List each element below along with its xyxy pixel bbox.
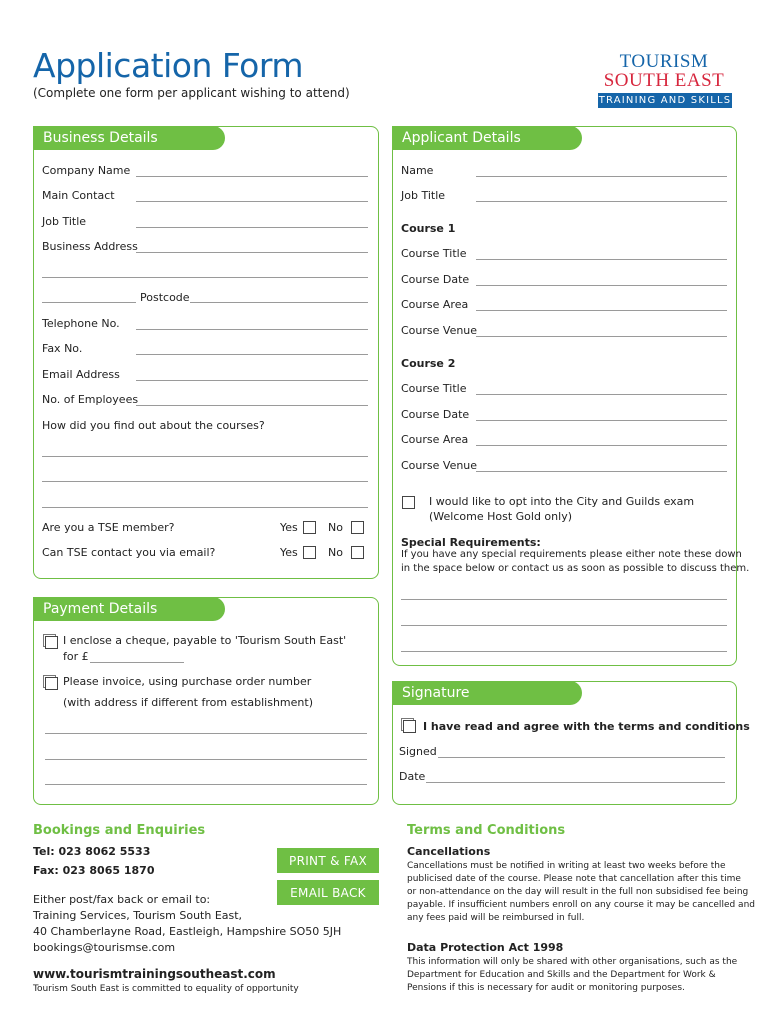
course-1-venue-label: Course Venue: [401, 324, 478, 337]
course-1-area-field[interactable]: [476, 310, 727, 311]
signed-label: Signed: [399, 745, 437, 758]
course-2-heading: Course 2: [401, 357, 456, 370]
telephone-field[interactable]: [136, 329, 368, 330]
company-name-field[interactable]: [136, 176, 368, 177]
course-1-title-field[interactable]: [476, 259, 727, 260]
special-requirements-field-1[interactable]: [401, 599, 727, 600]
applicant-job-title-field[interactable]: [476, 201, 727, 202]
email-back-button[interactable]: EMAIL BACK: [277, 880, 379, 905]
city-guilds-opt-in-line-2: (Welcome Host Gold only): [429, 510, 572, 523]
cancellations-line-2: publicised date of the course. Please note that cancellation after this time: [407, 874, 741, 884]
main-contact-field[interactable]: [136, 201, 368, 202]
tse-contact-yes-label: Yes: [280, 546, 298, 559]
dpa-line-1: This information will only be shared with other organisations, such as the: [407, 957, 738, 967]
tse-contact-no-label: No: [328, 546, 343, 559]
applicant-details-heading: Applicant Details: [392, 126, 582, 150]
terms-heading: Terms and Conditions: [407, 823, 566, 838]
invoice-field-1[interactable]: [45, 733, 367, 734]
business-address-field-2[interactable]: [42, 277, 368, 278]
bookings-post-line-1: Either post/fax back or email to:: [33, 893, 211, 906]
special-requirements-heading: Special Requirements:: [401, 536, 541, 549]
dpa-line-3: Pensions if this is necessary for audit or monitoring purposes.: [407, 983, 685, 993]
tse-member-no-checkbox[interactable]: [351, 521, 364, 534]
cheque-line-2: for £: [63, 650, 89, 663]
applicant-details-panel: [392, 126, 737, 666]
city-guilds-opt-in-checkbox[interactable]: [402, 496, 415, 509]
applicant-name-field[interactable]: [476, 176, 727, 177]
course-1-date-label: Course Date: [401, 273, 470, 286]
how-find-field-3[interactable]: [42, 507, 368, 508]
invoice-line-1: Please invoice, using purchase order number: [63, 675, 312, 688]
job-title-label: Job Title: [42, 215, 87, 228]
applicant-job-title-label: Job Title: [401, 189, 446, 202]
job-title-field[interactable]: [136, 227, 368, 228]
postcode-label: Postcode: [140, 291, 190, 304]
logo-line-1: TOURISM: [619, 51, 709, 72]
course-2-venue-label: Course Venue: [401, 459, 478, 472]
applicant-name-label: Name: [401, 164, 434, 177]
course-2-date-label: Course Date: [401, 408, 470, 421]
email-label: Email Address: [42, 368, 120, 381]
logo-line-2: SOUTH EAST: [603, 70, 725, 91]
business-address-field-1[interactable]: [136, 252, 368, 253]
cancellations-heading: Cancellations: [407, 845, 491, 858]
cancellations-line-5: any fees paid will be reimbursed in full.: [407, 913, 585, 923]
dpa-heading: Data Protection Act 1998: [407, 941, 564, 954]
business-address-label: Business Address: [42, 240, 138, 253]
bookings-heading: Bookings and Enquiries: [33, 823, 206, 838]
bookings-post-line-3: 40 Chamberlayne Road, Eastleigh, Hampshire SO50 5JH: [33, 925, 342, 938]
tourism-south-east-logo: [592, 52, 736, 104]
main-contact-label: Main Contact: [42, 189, 115, 202]
company-name-label: Company Name: [42, 164, 131, 177]
special-requirements-field-3[interactable]: [401, 651, 727, 652]
cheque-checkbox[interactable]: [45, 636, 58, 649]
cheque-line-1: I enclose a cheque, payable to 'Tourism South East': [63, 634, 347, 647]
course-1-title-label: Course Title: [401, 247, 467, 260]
cancellations-line-1: Cancellations must be notified in writing at least two weeks before the: [407, 861, 726, 871]
page-title: Application Form: [33, 46, 304, 85]
tse-contact-no-checkbox[interactable]: [351, 546, 364, 559]
print-fax-button[interactable]: PRINT & FAX: [277, 848, 379, 873]
course-1-date-field[interactable]: [476, 285, 727, 286]
bookings-fax: Fax: 023 8065 1870: [33, 864, 155, 877]
how-find-field-1[interactable]: [42, 456, 368, 457]
signature-heading: Signature: [392, 681, 582, 705]
date-field[interactable]: [426, 782, 725, 783]
date-label: Date: [399, 770, 426, 783]
course-1-heading: Course 1: [401, 222, 456, 235]
telephone-label: Telephone No.: [42, 317, 120, 330]
course-2-date-field[interactable]: [476, 420, 727, 421]
course-2-venue-field[interactable]: [476, 471, 727, 472]
course-2-title-label: Course Title: [401, 382, 467, 395]
special-requirements-field-2[interactable]: [401, 625, 727, 626]
course-1-venue-field[interactable]: [476, 336, 727, 337]
city-guilds-opt-in-line-1: I would like to opt into the City and Guilds exam: [429, 495, 695, 508]
tse-member-yes-label: Yes: [280, 521, 298, 534]
email-field[interactable]: [136, 380, 368, 381]
dpa-line-2: Department for Education and Skills and the Department for Work &: [407, 970, 716, 980]
bookings-post-line-2: Training Services, Tourism South East,: [33, 909, 243, 922]
bookings-email[interactable]: bookings@tourismse.com: [33, 941, 176, 954]
fax-field[interactable]: [136, 354, 368, 355]
course-1-area-label: Course Area: [401, 298, 469, 311]
signed-field[interactable]: [438, 757, 725, 758]
tse-contact-label: Can TSE contact you via email?: [42, 546, 216, 559]
cancellations-line-4: payable. If insufficient numbers enroll on any course it may be cancelled and: [407, 900, 755, 910]
cancellations-line-3: or non-attendance on the day will result in the full non subsidised fee being: [407, 887, 749, 897]
website-link[interactable]: www.tourismtrainingsoutheast.com: [33, 967, 276, 981]
agree-terms-label: I have read and agree with the terms and conditions: [423, 720, 750, 733]
page-subtitle: (Complete one form per applicant wishing to attend): [33, 86, 350, 100]
invoice-checkbox[interactable]: [45, 677, 58, 690]
employees-label: No. of Employees: [42, 393, 139, 406]
agree-terms-checkbox[interactable]: [403, 720, 416, 733]
special-requirements-line-2: in the space below or contact us as soon as possible to discuss them.: [401, 563, 750, 574]
special-requirements-line-1: If you have any special requirements please either note these down: [401, 549, 742, 560]
tse-contact-yes-checkbox[interactable]: [303, 546, 316, 559]
bookings-tel: Tel: 023 8062 5533: [33, 845, 151, 858]
course-2-area-field[interactable]: [476, 445, 727, 446]
how-find-field-2[interactable]: [42, 481, 368, 482]
invoice-line-2: (with address if different from establishment): [63, 696, 313, 709]
invoice-field-2[interactable]: [45, 759, 367, 760]
course-2-area-label: Course Area: [401, 433, 469, 446]
invoice-field-3[interactable]: [45, 784, 367, 785]
payment-details-heading: Payment Details: [33, 597, 225, 621]
fax-label: Fax No.: [42, 342, 83, 355]
tse-member-yes-checkbox[interactable]: [303, 521, 316, 534]
logo-line-3: TRAINING AND SKILLS: [598, 95, 732, 106]
how-find-label: How did you find out about the courses?: [42, 419, 265, 432]
equality-statement: Tourism South East is committed to equality of opportunity: [33, 984, 299, 994]
tse-member-no-label: No: [328, 521, 343, 534]
postcode-field[interactable]: [190, 302, 368, 303]
business-details-heading: Business Details: [33, 126, 225, 150]
tse-member-label: Are you a TSE member?: [42, 521, 175, 534]
business-address-field-3[interactable]: [42, 302, 136, 303]
course-2-title-field[interactable]: [476, 394, 727, 395]
employees-field[interactable]: [136, 405, 368, 406]
cheque-amount-field[interactable]: [90, 662, 184, 663]
